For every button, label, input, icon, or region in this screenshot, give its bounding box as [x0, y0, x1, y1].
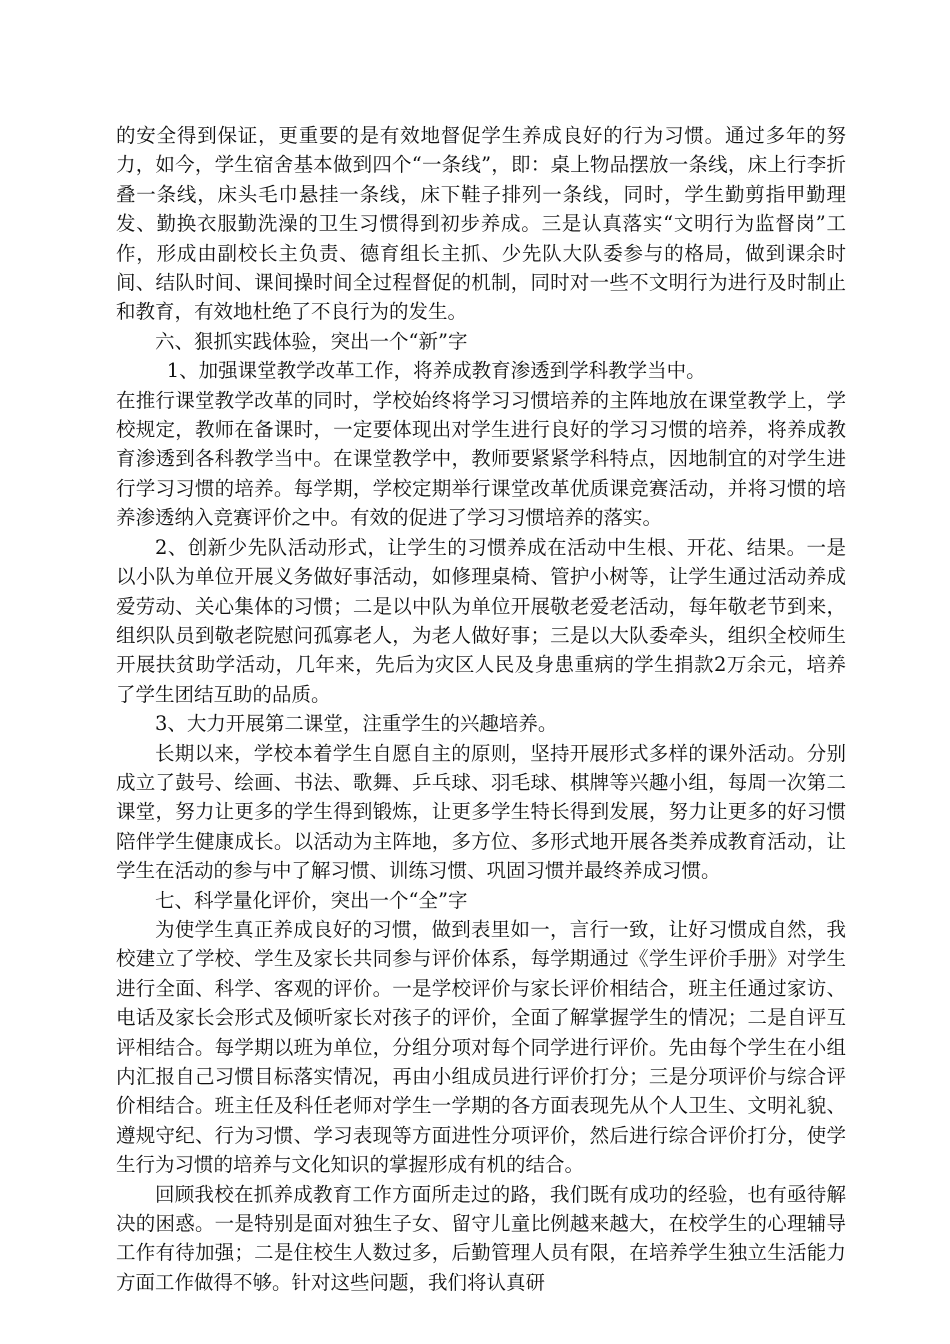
paragraph-young-pioneers: 2、创新少先队活动形式，让学生的习惯养成在活动中生根、开花、结果。一是以小队为单位开展义务做好事活动，如修理桌椅、管护小树等，让学生通过活动养成爱劳动、关心集体的习惯；二是以中队为单位开展敬老爱老活动，每年敬老节到来，组织队员到敬老院慰问孤寡老人，为老人做好事；三是以大队委牵头，组织全校师生开展扶贫助学活动，几年来，先后为灾区人民及身患重病的学生捐款2万余元，培养了学生团结互助的品质。 — [116, 535, 846, 706]
paragraph-dormitory-habits: 的安全得到保证，更重要的是有效地督促学生养成良好的行为习惯。通过多年的努力，如今，学生宿舍基本做到四个“一条线”，即：桌上物品摆放一条线，床上行李折叠一条线，床头毛巾悬挂一条线，床下鞋子排列一条线，同时，学生勤剪指甲勤理发、勤换衣服勤洗澡的卫生习惯得到初步养成。三是认真落实“文明行为监督岗”工作，形成由副校长主负责、德育组长主抓、少先队大队委参与的格局，做到课余时间、结队时间、课间操时间全过程督促的机制，同时对一些不文明行为进行及时制止和教育，有效地杜绝了不良行为的发生。 — [116, 124, 846, 324]
paragraph-second-classroom: 长期以来，学校本着学生自愿自主的原则，坚持开展形式多样的课外活动。分别成立了鼓号、绘画、书法、歌舞、乒乓球、羽毛球、棋牌等兴趣小组，每周一次第二课堂，努力让更多的学生得到锻炼，让更多学生特长得到发展，努力让更多的好习惯陪伴学生健康成长。以活动为主阵地，多方位、多形式地开展各类养成教育活动，让学生在活动的参与中了解习惯、训练习惯、巩固习惯并最终养成习惯。 — [116, 741, 846, 883]
section-heading-seven: 七、科学量化评价，突出一个“全”字 — [155, 888, 468, 912]
section-heading-six: 六、狠抓实践体验，突出一个“新”字 — [155, 329, 468, 353]
subsection-heading-1: 1、加强课堂教学改革工作，将养成教育渗透到学科教学当中。 — [166, 359, 706, 383]
paragraph-classroom-reform: 在推行课堂教学改革的同时，学校始终将学习习惯培养的主阵地放在课堂教学上，学校规定，教师在备课时，一定要体现出对学生进行良好的学习习惯的培养，将养成教育渗透到各科教学当中。在课堂教学中，教师要紧紧学科特点，因地制宜的对学生进行学习习惯的培养。每学期，学校定期举行课堂改革优质课竞赛活动，并将习惯的培养渗透纳入竞赛评价之中。有效的促进了学习习惯培养的落实。 — [116, 388, 846, 530]
paragraph-evaluation: 为使学生真正养成良好的习惯，做到表里如一，言行一致，让好习惯成自然，我校建立了学校、学生及家长共同参与评价体系，每学期通过《学生评价手册》对学生进行全面、科学、客观的评价。一是学校评价与家长评价相结合，班主任通过家访、电话及家长会形式及倾听家长对孩子的评价，全面了解掌握学生的情况；二是自评互评相结合。每学期以班为单位，分组分项对每个同学进行评价。先由每个学生在小组内汇报自己习惯目标落实情况，再由小组成员进行评价打分；三是分项评价与综合评价相结合。班主任及科任老师对学生一学期的各方面表现先从个人卫生、文明礼貌、遵规守纪、行为习惯、学习表现等方面进性分项评价，然后进行综合评价打分，使学生行为习惯的培养与文化知识的掌握形成有机的结合。 — [116, 917, 846, 1177]
subsection-heading-3: 3、大力开展第二课堂，注重学生的兴趣培养。 — [155, 712, 558, 736]
paragraph-review: 回顾我校在抓养成教育工作方面所走过的路，我们既有成功的经验，也有亟待解决的困惑。一是特别是面对独生子女、留守儿童比例越来越大，在校学生的心理辅导工作有待加强；二是住校生人数过多，后勤管理人员有限，在培养学生独立生活能力方面工作做得不够。针对这些问题，我们将认真研 — [116, 1182, 846, 1294]
document-page — [116, 121, 846, 1297]
